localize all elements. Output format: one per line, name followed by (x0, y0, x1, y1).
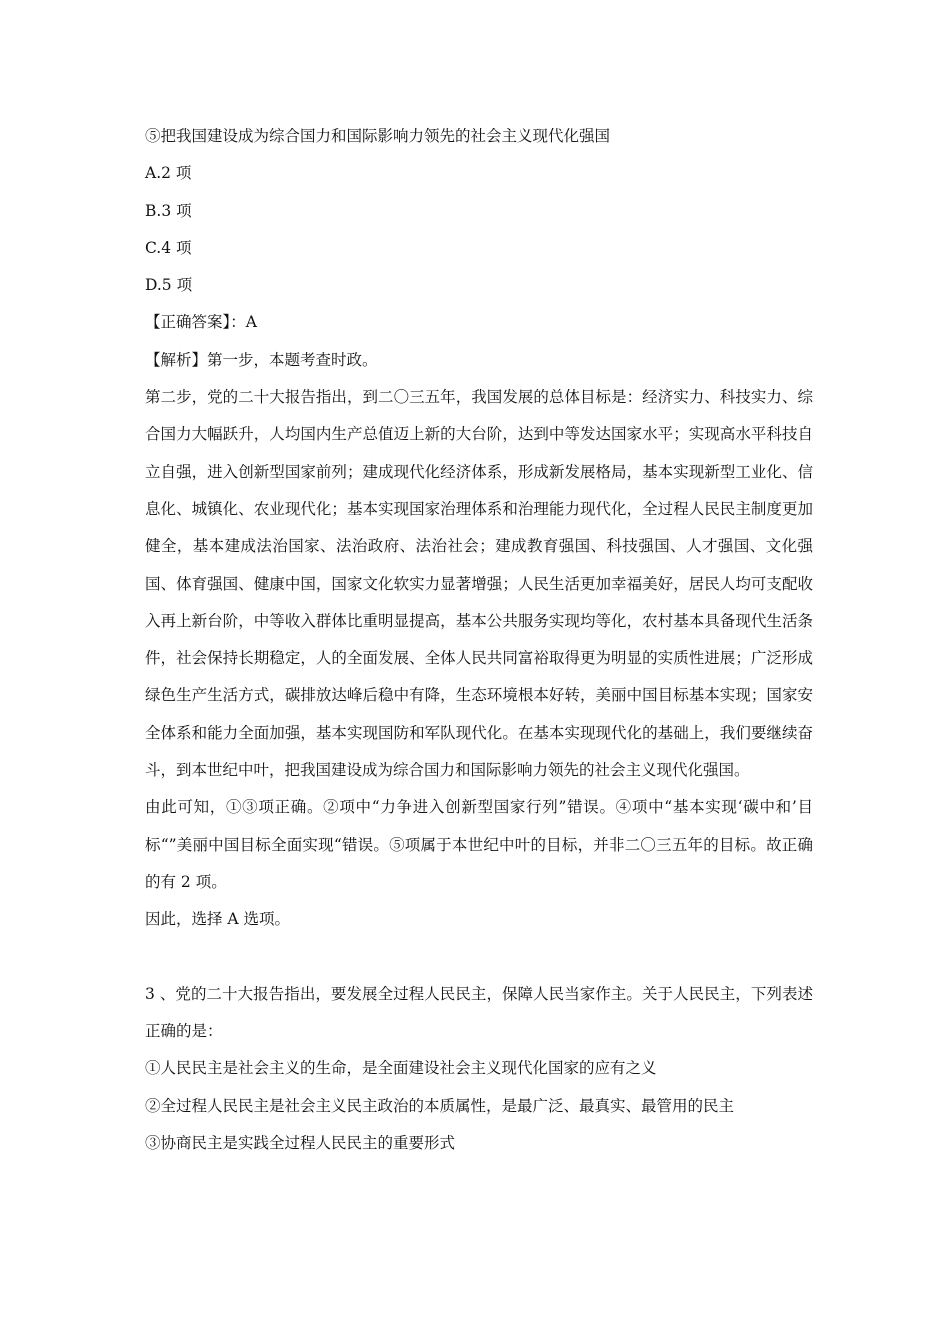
option-c: C.4 项 (145, 238, 192, 257)
question-item-5: ⑤把我国建设成为综合国力和国际影响力领先的社会主义现代化强国 (145, 127, 611, 145)
analysis-conclusion: 由此可知，①③项正确。②项中“力争进入创新型国家行列”错误。④项中“基本实现‘碳中和’目标“”美丽中国目标全面实现“错误。⑤项属于本世纪中叶的目标，并非二〇三五年的目标。故正确的有 2 项。 (145, 798, 813, 891)
document-page (145, 118, 813, 1162)
question-3-item-1: ①人民民主是社会主义的生命，是全面建设社会主义现代化国家的应有之义 (145, 1059, 657, 1078)
section-gap (145, 939, 813, 976)
option-a: A.2 项 (145, 164, 192, 183)
analysis-step-2: 第二步，党的二十大报告指出，到二〇三五年，我国发展的总体目标是：经济实力、科技实力、综合国力大幅跃升，人均国内生产总值迈上新的大台阶，达到中等发达国家水平；实现高水平科技自立自强，进入创新型国家前列；建成现代化经济体系，形成新发展格局，基本实现新型工业化、信息化、城镇化、农业现代化；基本实现国家治理体系和治理能力现代化，全过程人民民主制度更加健全，基本建成法治国家、法治政府、法治社会；建成教育强国、科技强国、人才强国、文化强国、体育强国、健康中国，国家文化软实力显著增强；人民生活更加幸福美好，居民人均可支配收入再上新台阶，中等收入群体比重明显提高，基本公共服务实现均等化，农村基本具备现代生活条件，社会保持长期稳定，人的全面发展、全体人民共同富裕取得更为明显的实质性进展；广泛形成绿色生产生活方式，碳排放达峰后稳中有降，生态环境根本好转，美丽中国目标基本实现；国家安全体系和能力全面加强，基本实现国防和军队现代化。在基本实现现代化的基础上，我们要继续奋斗，到本世纪中叶，把我国建设成为综合国力和国际影响力领先的社会主义现代化强国。 (145, 388, 813, 780)
question-3-item-2: ②全过程人民民主是社会主义民主政治的本质属性，是最广泛、最真实、最管用的民主 (145, 1096, 735, 1115)
option-d: D.5 项 (145, 276, 193, 295)
option-b: B.3 项 (145, 201, 192, 220)
correct-answer: 【正确答案】：A (145, 313, 257, 332)
analysis-final: 因此，选择 A 选项。 (145, 910, 291, 929)
question-3-item-3: ③协商民主是实践全过程人民民主的重要形式 (145, 1134, 456, 1153)
question-3-stem: 3 、党的二十大报告指出，要发展全过程人民民主，保障人民当家作主。关于人民民主，下列表述正确的是： (145, 984, 813, 1041)
analysis-intro: 【解析】第一步，本题考查时政。 (145, 350, 378, 369)
